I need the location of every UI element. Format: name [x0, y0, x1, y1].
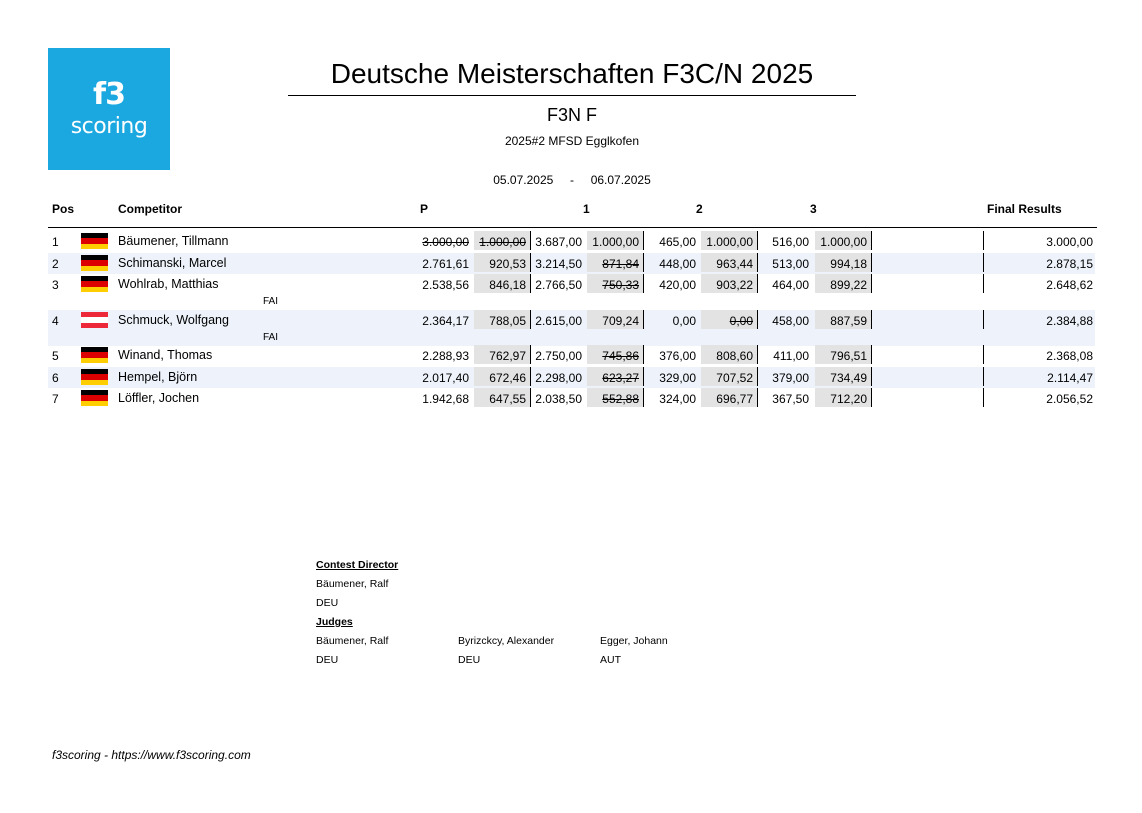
footer-credit: f3scoring - https://www.f3scoring.com — [52, 748, 251, 762]
score-r1: 2.298,00 — [535, 371, 582, 385]
judge-name: Byrizckcy, Alexander — [458, 635, 555, 647]
score-r3: 516,00 — [772, 235, 809, 249]
flag-germany-icon — [81, 255, 108, 271]
score-r3n: 887,59 — [830, 314, 867, 328]
column-divider — [757, 231, 758, 250]
competitor-name: Löffler, Jochen — [118, 391, 200, 405]
score-r1n: 871,84 — [602, 257, 639, 271]
logo-text-f3: f3 — [93, 77, 125, 112]
final-result: 2.648,62 — [1046, 278, 1093, 292]
column-header-competitor: Competitor — [118, 202, 182, 216]
contest-director-nation: DEU — [316, 597, 339, 609]
score-r1n: 709,24 — [602, 314, 639, 328]
score-r2n: 1.000,00 — [706, 235, 753, 249]
score-r2: 0,00 — [672, 314, 696, 328]
final-result: 2.368,08 — [1046, 349, 1093, 363]
f3scoring-logo — [48, 48, 170, 170]
flag-germany-icon — [81, 369, 108, 385]
date-start: 05.07.2025 — [493, 173, 554, 187]
score-r3n: 796,51 — [830, 349, 867, 363]
column-divider — [530, 310, 531, 329]
column-divider — [530, 231, 531, 250]
column-divider — [643, 345, 644, 364]
column-divider — [643, 274, 644, 293]
page-title: Deutsche Meisterschaften F3C/N 2025 — [330, 58, 814, 89]
contest-dates — [288, 173, 856, 188]
judges-heading: Judges — [316, 616, 353, 628]
score-r3: 367,50 — [772, 392, 809, 406]
column-header-round-2: 2 — [696, 202, 703, 216]
score-p: 1.942,68 — [422, 392, 469, 406]
column-divider — [871, 310, 872, 329]
column-divider — [983, 274, 984, 293]
column-header-p: P — [420, 202, 429, 216]
contest-director-heading: Contest Director — [316, 559, 399, 571]
judge-nation: AUT — [600, 654, 621, 666]
score-r1: 2.615,00 — [535, 314, 582, 328]
flag-austria-icon — [81, 312, 108, 328]
column-divider — [757, 367, 758, 386]
column-divider — [757, 310, 758, 329]
judge-nation: DEU — [316, 654, 339, 666]
score-r2: 329,00 — [659, 371, 696, 385]
column-divider — [530, 253, 531, 272]
flag-germany-icon — [81, 276, 108, 292]
score-r2: 420,00 — [659, 278, 696, 292]
logo-text-scoring: scoring — [70, 114, 148, 139]
score-r1n: 750,33 — [602, 278, 639, 292]
flag-germany-icon — [81, 233, 108, 249]
competitor-name: Schmuck, Wolfgang — [118, 313, 229, 327]
score-r2n: 0,00 — [729, 314, 753, 328]
score-p: 2.288,93 — [422, 349, 469, 363]
column-divider — [643, 310, 644, 329]
score-r1n: 745,86 — [602, 349, 639, 363]
score-r2n: 696,77 — [716, 392, 753, 406]
score-r1: 2.750,00 — [535, 349, 582, 363]
fai-label: FAI — [263, 296, 279, 307]
column-divider — [757, 345, 758, 364]
score-r1: 2.038,50 — [535, 392, 582, 406]
score-r3: 411,00 — [773, 349, 809, 363]
column-divider — [983, 231, 984, 250]
column-divider — [871, 367, 872, 386]
score-r2n: 707,52 — [716, 371, 753, 385]
score-r3: 458,00 — [772, 314, 809, 328]
score-r3n: 1.000,00 — [820, 235, 867, 249]
column-divider — [983, 310, 984, 329]
score-p: 3.000,00 — [422, 235, 469, 249]
flag-germany-icon — [81, 347, 108, 363]
column-divider — [757, 388, 758, 407]
score-r2n: 963,44 — [716, 257, 753, 271]
score-r1n: 623,27 — [602, 371, 639, 385]
column-divider — [871, 274, 872, 293]
score-r3: 513,00 — [772, 257, 809, 271]
row-position: 2 — [52, 257, 59, 271]
row-position: 7 — [52, 392, 59, 406]
score-r3n: 994,18 — [830, 257, 867, 271]
score-r3: 464,00 — [772, 278, 809, 292]
column-divider — [643, 388, 644, 407]
column-divider — [983, 253, 984, 272]
contest-director-name: Bäumener, Ralf — [316, 578, 389, 590]
date-separator: - — [570, 173, 574, 187]
column-divider — [530, 274, 531, 293]
column-divider — [983, 367, 984, 386]
column-divider — [643, 367, 644, 386]
final-result: 2.878,15 — [1046, 257, 1093, 271]
score-r3: 379,00 — [772, 371, 809, 385]
competitor-name: Bäumener, Tillmann — [118, 234, 229, 248]
score-p: 2.761,61 — [422, 257, 469, 271]
score-r2: 324,00 — [659, 392, 696, 406]
column-divider — [983, 388, 984, 407]
column-header-round-3: 3 — [810, 202, 817, 216]
score-pn: 788,05 — [489, 314, 526, 328]
column-divider — [530, 388, 531, 407]
score-r2: 448,00 — [659, 257, 696, 271]
score-r1: 3.214,50 — [535, 257, 582, 271]
score-r3n: 899,22 — [830, 278, 867, 292]
score-r2n: 903,22 — [716, 278, 753, 292]
score-pn: 647,55 — [489, 392, 526, 406]
score-r3n: 734,49 — [830, 371, 867, 385]
row-position: 6 — [52, 371, 59, 385]
column-divider — [643, 231, 644, 250]
column-divider — [643, 253, 644, 272]
contest-location: 2025#2 MFSD Egglkofen — [504, 134, 640, 148]
column-header-round-1: 1 — [583, 202, 590, 216]
judge-name: Bäumener, Ralf — [316, 635, 389, 647]
judge-nation: DEU — [458, 654, 481, 666]
row-position: 1 — [52, 235, 59, 249]
final-result: 2.056,52 — [1046, 392, 1093, 406]
competitor-name: Wohlrab, Matthias — [118, 277, 219, 291]
column-divider — [983, 345, 984, 364]
score-pn: 920,53 — [489, 257, 526, 271]
header-divider — [48, 227, 1097, 228]
column-divider — [871, 253, 872, 272]
column-divider — [757, 274, 758, 293]
score-p: 2.538,56 — [422, 278, 469, 292]
competitor-name: Hempel, Björn — [118, 370, 198, 384]
row-position: 4 — [52, 314, 59, 328]
score-r1: 3.687,00 — [535, 235, 582, 249]
score-p: 2.017,40 — [422, 371, 469, 385]
final-result: 3.000,00 — [1046, 235, 1093, 249]
column-divider — [871, 231, 872, 250]
column-header-pos: Pos — [52, 202, 75, 216]
score-r2: 465,00 — [659, 235, 696, 249]
competitor-name: Winand, Thomas — [118, 348, 213, 362]
class-subtitle: F3N F — [546, 105, 597, 125]
column-divider — [530, 345, 531, 364]
score-r1n: 1.000,00 — [592, 235, 639, 249]
score-p: 2.364,17 — [422, 314, 469, 328]
row-position: 5 — [52, 349, 59, 363]
title-underline — [288, 95, 856, 96]
score-pn: 1.000,00 — [479, 235, 526, 249]
column-header-final-results: Final Results — [987, 202, 1062, 216]
score-r2n: 808,60 — [716, 349, 753, 363]
score-r1: 2.766,50 — [535, 278, 582, 292]
score-r1n: 552,88 — [602, 392, 639, 406]
score-pn: 672,46 — [489, 371, 526, 385]
final-result: 2.114,47 — [1047, 371, 1093, 385]
column-divider — [530, 367, 531, 386]
date-end: 06.07.2025 — [590, 173, 651, 187]
judge-name: Egger, Johann — [600, 635, 668, 647]
competitor-name: Schimanski, Marcel — [118, 256, 227, 270]
score-r3n: 712,20 — [830, 392, 867, 406]
score-pn: 762,97 — [489, 349, 526, 363]
fai-label: FAI — [263, 332, 279, 343]
column-divider — [757, 253, 758, 272]
score-r2: 376,00 — [659, 349, 696, 363]
score-pn: 846,18 — [489, 278, 526, 292]
row-position: 3 — [52, 278, 59, 292]
final-result: 2.384,88 — [1046, 314, 1093, 328]
column-divider — [871, 388, 872, 407]
column-divider — [871, 345, 872, 364]
flag-germany-icon — [81, 390, 108, 406]
